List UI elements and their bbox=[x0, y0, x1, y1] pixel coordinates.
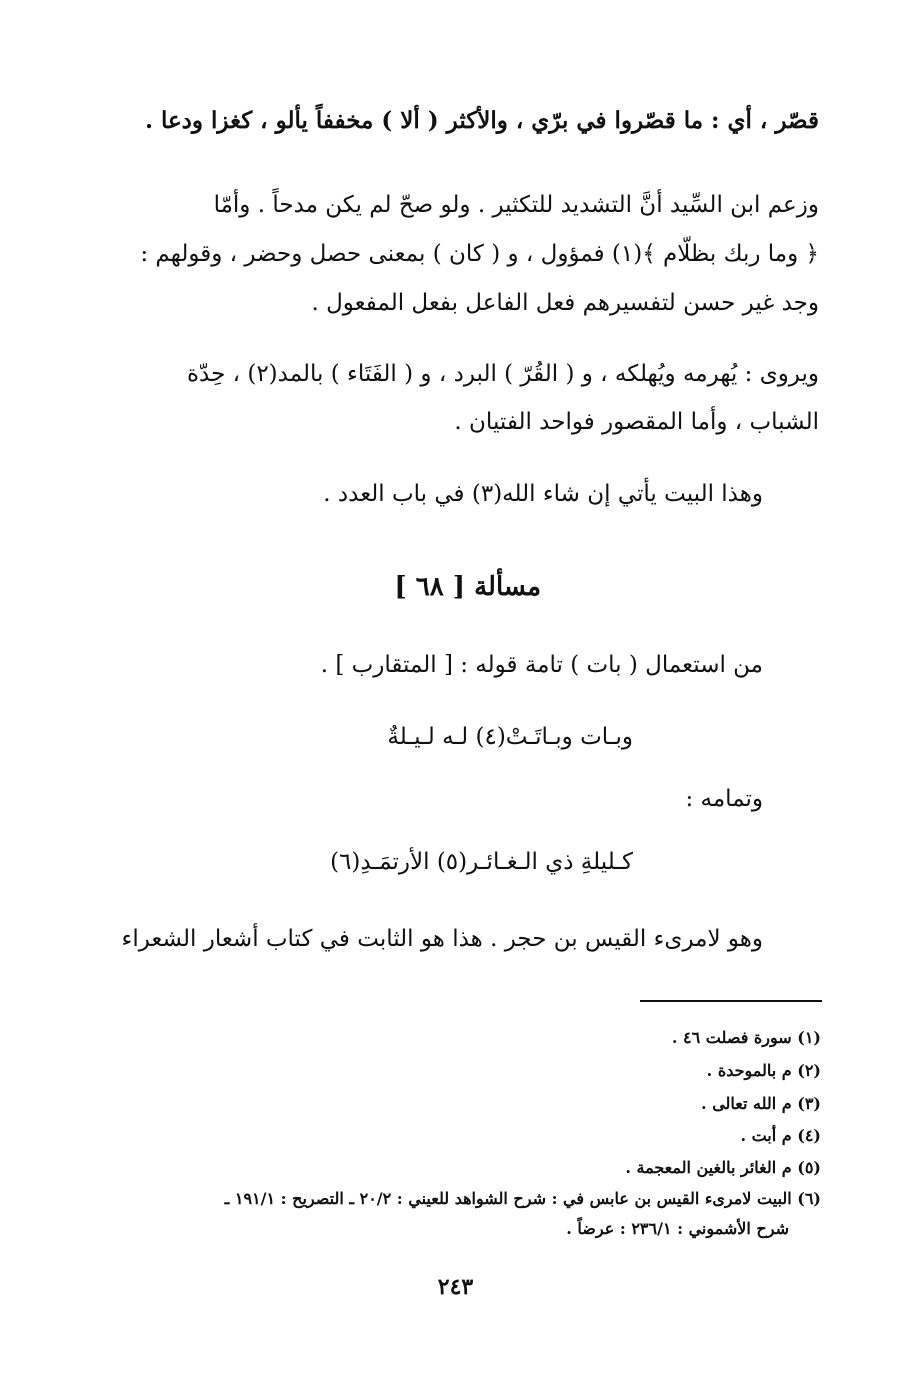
verse-line-1: وبـات وبـاتَـتْ(٤) لـه لـيـلةٌ bbox=[387, 724, 633, 750]
paragraph-3-line-1: ويروى : يُهرمه ويُهلكه ، و ( القُرّ ) البرد ، و ( الفَتَاء ) بالمد(٢) ، حِدّة bbox=[186, 361, 819, 387]
paragraph-2-line-1: وزعم ابن السِّيد أنَّ التشديد للتكثير . ولو صحّ لم يكن مدحاً . وأمّا bbox=[213, 192, 819, 218]
footnote-4: (٤) م أبت . bbox=[740, 1126, 821, 1145]
footnote-2: (٢) م بالموحدة . bbox=[706, 1061, 821, 1080]
paragraph-6-line-1: وتمامه : bbox=[685, 786, 763, 812]
footnote-5: (٥) م الغائر بالغين المعجمة . bbox=[625, 1158, 821, 1177]
paragraph-5-line-1: من استعمال ( بات ) تامة قوله : [ المتقارب ] . bbox=[320, 652, 763, 678]
body-line-1: قصّر ، أي : ما قصّروا في برّي ، والأكثر ( ألا ) مخففاً يألو ، كغزا ودعا . bbox=[144, 107, 819, 134]
footnote-6: (٦) البيت لامرىء القيس بن عابس في : شرح الشواهد للعيني : ٢٠/٢ ـ التصريح : ١٩١/١ ـ bbox=[224, 1189, 821, 1208]
footnote-6-continuation: شرح الأشموني : ٢٣٦/١ : عرضاً . bbox=[566, 1219, 789, 1238]
paragraph-2-line-2: ﴿ وما ربك بظلّام ﴾(١) فمؤول ، و ( كان ) بمعنى حصل وحضر ، وقولهم : bbox=[140, 241, 819, 267]
page-number: ٢٤٣ bbox=[437, 1274, 474, 1300]
footnote-1: (١) سورة فصلت ٤٦ . bbox=[671, 1028, 821, 1047]
footnote-3: (٣) م الله تعالى . bbox=[701, 1094, 821, 1113]
verse-line-2: كـليلةِ ذي الـغـائـر(٥) الأرتمَـدِ(٦) bbox=[330, 849, 633, 875]
paragraph-4-line-1: وهذا البيت يأتي إن شاء الله(٣) في باب العدد . bbox=[323, 481, 763, 507]
paragraph-3-line-2: الشباب ، وأما المقصور فواحد الفتيان . bbox=[454, 409, 819, 435]
paragraph-2-line-3: وجد غير حسن لتفسيرهم فعل الفاعل بفعل المفعول . bbox=[311, 290, 819, 316]
paragraph-7-line-1: وهو لامرىء القيس بن حجر . هذا هو الثابت في كتاب أشعار الشعراء bbox=[121, 926, 763, 952]
section-heading: مسألة [ ٦٨ ] bbox=[394, 572, 541, 602]
footnote-divider bbox=[640, 1000, 822, 1002]
